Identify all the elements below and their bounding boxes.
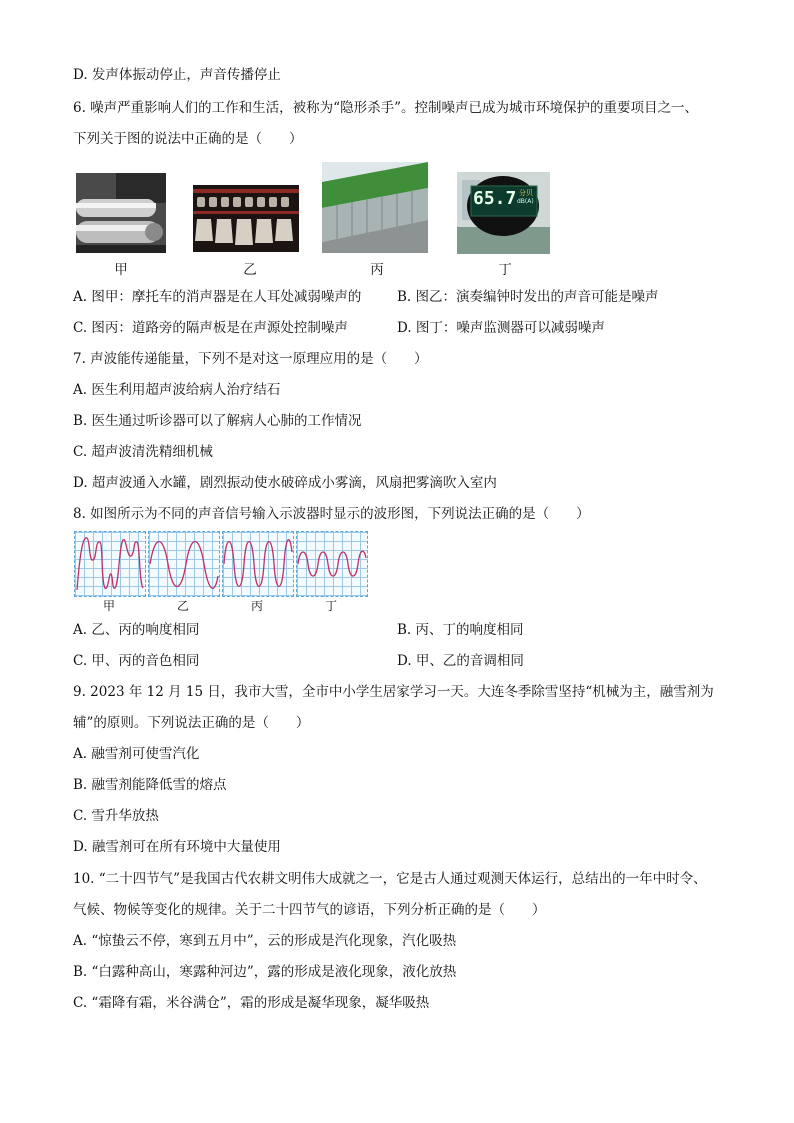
q9-option-b: B. 融雪剂能降低雪的熔点 xyxy=(73,777,227,793)
q6-label-yi: 乙 xyxy=(243,262,257,278)
q8-waveform-yi xyxy=(148,531,220,597)
q6-label-jia: 甲 xyxy=(114,262,128,278)
q7-option-a: A. 医生利用超声波给病人治疗结石 xyxy=(73,382,281,398)
q8-waveform-bing xyxy=(222,531,294,597)
q8-option-a: A. 乙、丙的响度相同 xyxy=(73,622,200,638)
q8-label-yi: 乙 xyxy=(176,599,189,613)
q8-wave-bing-path xyxy=(224,540,292,587)
q8-label-ding: 丁 xyxy=(324,599,337,613)
q8-wave-jia-path xyxy=(77,538,143,590)
q10-stem-line1: 10. “二十四节气”是我国古代农耕文明伟大成就之一，它是古人通过观测天体运行，总结出的一年中时令、 xyxy=(73,871,707,887)
q8-wave-yi-path xyxy=(150,542,218,589)
q10-option-a: A. “惊蛰云不停，寒到五月中”，云的形成是汽化现象，汽化吸热 xyxy=(73,933,457,949)
q6-image-chime-bells xyxy=(193,185,299,252)
q6-stem-line2: 下列关于图的说法中正确的是（ ） xyxy=(73,131,303,147)
q8-waveform-jia xyxy=(74,531,146,597)
q8-waveform-ding xyxy=(296,531,368,597)
q7-option-b: B. 医生通过听诊器可以了解病人心肺的工作情况 xyxy=(73,413,362,429)
q6-option-b: B. 图乙：演奏编钟时发出的声音可能是噪声 xyxy=(397,289,659,305)
q8-option-b: B. 丙、丁的响度相同 xyxy=(397,622,524,638)
q6-label-ding: 丁 xyxy=(498,262,512,278)
q6-option-a: A. 图甲：摩托车的消声器是在人耳处减弱噪声的 xyxy=(73,289,362,305)
q6-meter-unit-top: 分贝 xyxy=(519,189,533,197)
q6-meter-unit-bottom: dB(A) xyxy=(517,198,534,205)
q8-option-d: D. 甲、乙的音调相同 xyxy=(397,653,524,669)
q10-option-b: B. “白露种高山，寒露种河边”，露的形成是液化现象，液化放热 xyxy=(73,964,457,980)
q7-option-c: C. 超声波清洗精细机械 xyxy=(73,444,213,460)
q6-stem-line1: 6. 噪声严重影响人们的工作和生活，被称为“隐形杀手”。控制噪声已成为城市环境保护的重要项目之一、 xyxy=(73,100,698,116)
q10-option-c: C. “霜降有霜，米谷满仓”，霜的形成是凝华现象，凝华吸热 xyxy=(73,995,430,1011)
q5-option-d: D. 发声体振动停止，声音传播停止 xyxy=(73,67,281,83)
q9-stem-line1: 9. 2023 年 12 月 15 日，我市大雪，全市中小学生居家学习一天。大连冬季除雪坚持“机械为主，融雪剂为 xyxy=(73,684,714,700)
q6-option-d: D. 图丁：噪声监测器可以减弱噪声 xyxy=(397,320,605,336)
q6-meter-reading: 65.7 xyxy=(473,188,517,209)
q6-image-sound-barrier xyxy=(322,162,428,253)
q6-label-bing: 丙 xyxy=(370,262,384,278)
q8-label-bing: 丙 xyxy=(250,599,263,613)
q8-wave-ding-path xyxy=(298,551,366,576)
q6-image-muffler xyxy=(76,173,166,253)
q8-option-c: C. 甲、丙的音色相同 xyxy=(73,653,200,669)
q6-option-c: C. 图丙：道路旁的隔声板是在声源处控制噪声 xyxy=(73,320,348,336)
q9-option-d: D. 融雪剂可在所有环境中大量使用 xyxy=(73,839,281,855)
q9-stem-line2: 辅”的原则。下列说法正确的是（ ） xyxy=(73,715,310,731)
q8-stem: 8. 如图所示为不同的声音信号输入示波器时显示的波形图，下列说法正确的是（ ） xyxy=(73,506,590,522)
q8-label-jia: 甲 xyxy=(102,599,115,613)
q9-option-c: C. 雪升华放热 xyxy=(73,808,159,824)
q10-stem-line2: 气候、物候等变化的规律。关于二十四节气的谚语，下列分析正确的是（ ） xyxy=(73,902,546,918)
q7-option-d: D. 超声波通入水罐，剧烈振动使水破碎成小雾滴，风扇把雾滴吹入室内 xyxy=(73,475,497,491)
q7-stem: 7. 声波能传递能量，下列不是对这一原理应用的是（ ） xyxy=(73,351,428,367)
q9-option-a: A. 融雪剂可使雪汽化 xyxy=(73,746,200,762)
q6-image-noise-monitor xyxy=(457,172,550,254)
